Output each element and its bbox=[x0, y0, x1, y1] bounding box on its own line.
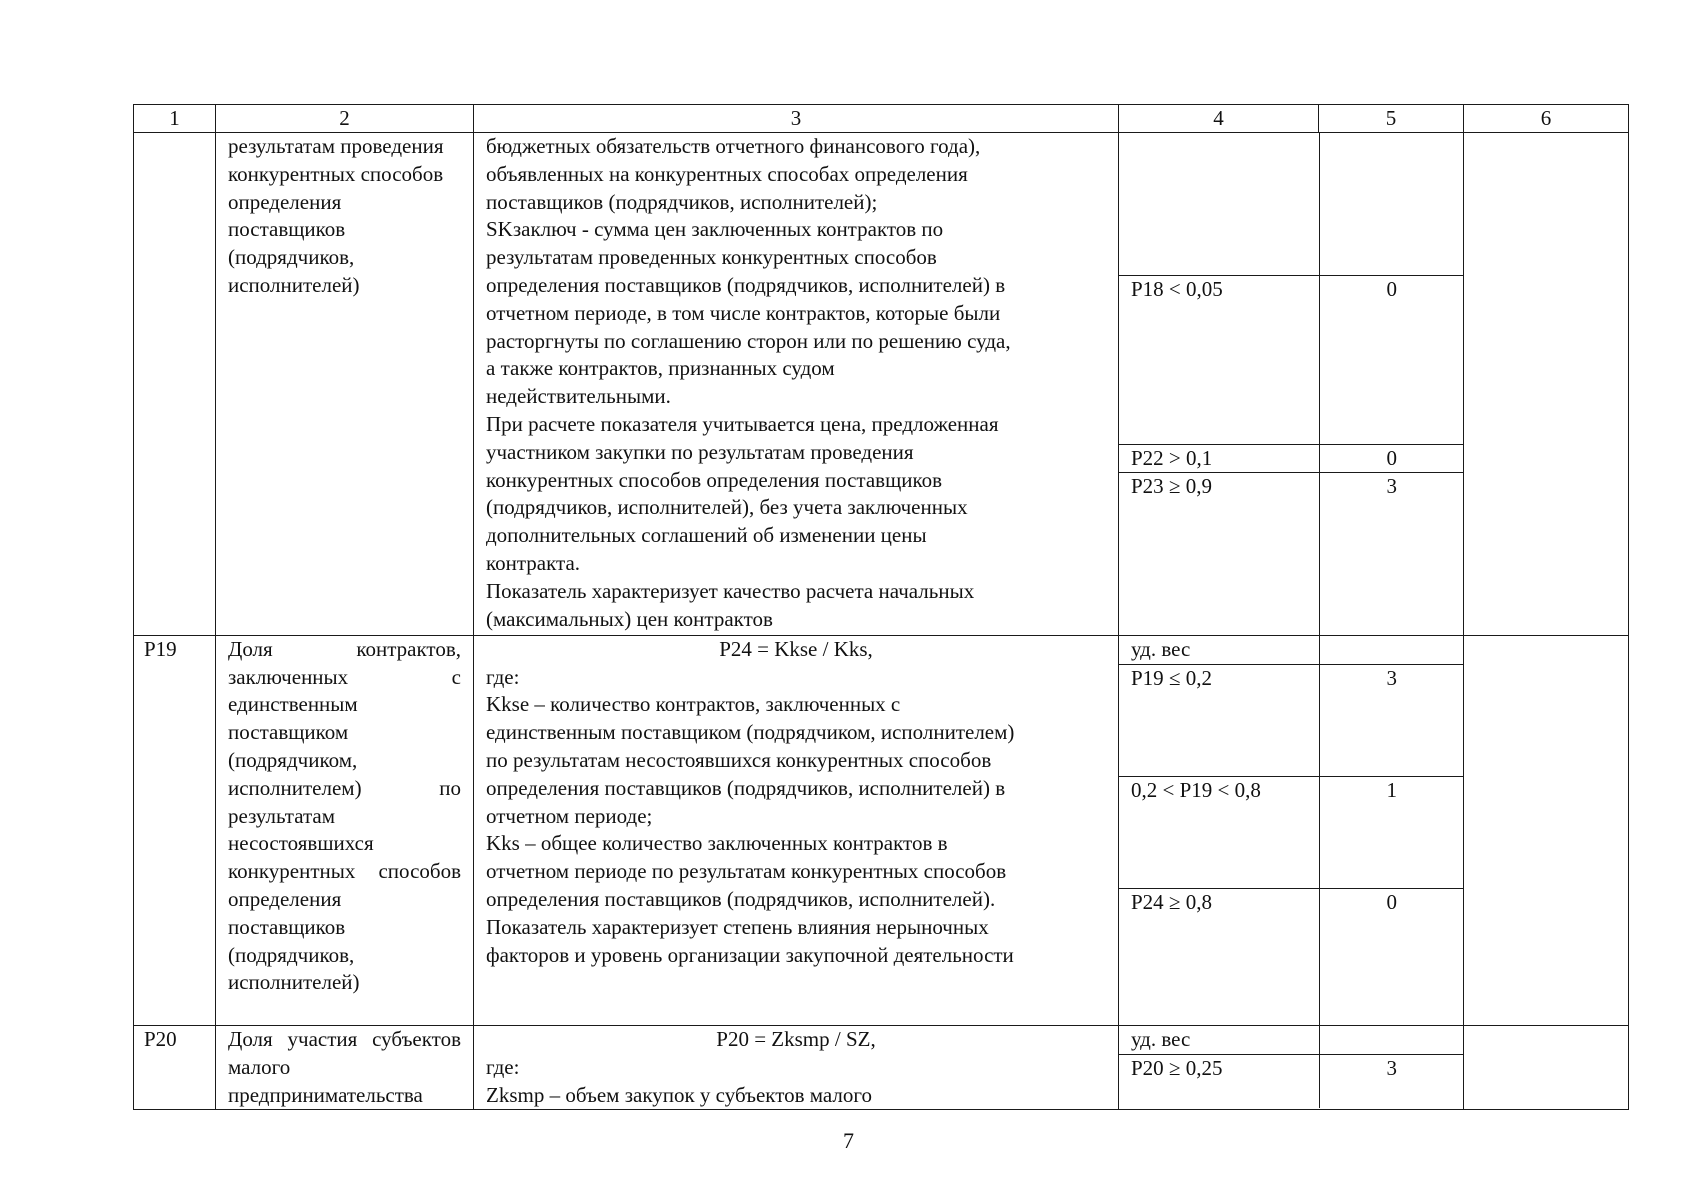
header-cell-1: 1 bbox=[134, 105, 216, 133]
description-line: где: bbox=[486, 1054, 520, 1079]
description-line: недействительными. bbox=[486, 384, 671, 409]
indicator-description bbox=[474, 635, 1119, 1025]
description-line: расторгнуты по соглашению сторон или по решению суда, bbox=[486, 328, 1011, 353]
description-line: где: bbox=[486, 664, 520, 689]
condition: Р20 ≥ 0,25 bbox=[1131, 1055, 1223, 1080]
indicator-name: Доля участия субъектов малого предпринимательства bbox=[216, 1026, 474, 1110]
description-line: Показатель характеризует степень влияния нерыночных bbox=[486, 914, 989, 939]
header-cell-3: 3 bbox=[474, 105, 1119, 133]
formula: Р20 = Zksmp / SZ, bbox=[716, 1027, 876, 1052]
conditions-cell bbox=[1119, 133, 1464, 636]
condition bbox=[1119, 133, 1319, 275]
conditions-cell bbox=[1119, 635, 1464, 1025]
score: 0 bbox=[1319, 888, 1464, 1025]
description-line: Показатель характеризует качество расчета начальных bbox=[486, 578, 975, 603]
indicator-name: результатам проведения конкурентных способов определения поставщиков (подрядчиков, исполнителей) bbox=[216, 133, 474, 636]
row-code: Р19 bbox=[134, 635, 216, 1025]
header-cell-2: 2 bbox=[216, 105, 474, 133]
conditions-cell bbox=[1119, 1026, 1464, 1110]
score: 1 bbox=[1319, 776, 1464, 888]
description-line: Zksmp – объем закупок у субъектов малого bbox=[486, 1082, 872, 1107]
header-cell-6: 6 bbox=[1464, 105, 1629, 133]
description-line: определения поставщиков (подрядчиков, исполнителей) в bbox=[486, 272, 1006, 297]
description-line: единственным поставщиком (подрядчиком, исполнителем) bbox=[486, 720, 1015, 745]
description-line: определения поставщиков (подрядчиков, исполнителей). bbox=[486, 886, 996, 911]
description-line: а также контрактов, признанных судом bbox=[486, 356, 835, 381]
condition: Р18 < 0,05 bbox=[1119, 275, 1319, 444]
condition: Р22 > 0,1 bbox=[1119, 444, 1319, 473]
table-row bbox=[134, 133, 1629, 636]
notes-cell bbox=[1464, 635, 1629, 1025]
condition: Р23 ≥ 0,9 bbox=[1131, 474, 1212, 499]
description-line: бюджетных обязательств отчетного финансового года), bbox=[486, 134, 981, 158]
score: 3 bbox=[1319, 473, 1464, 635]
description-line: Kks – общее количество заключенных контрактов в bbox=[486, 831, 948, 856]
conditions-table bbox=[1119, 636, 1464, 1025]
score bbox=[1319, 1026, 1464, 1054]
description-line: участником закупки по результатам проведения bbox=[486, 439, 914, 464]
indicator-description bbox=[474, 133, 1119, 636]
table-row bbox=[134, 635, 1629, 1025]
formula: Р24 = Kkse / Kks, bbox=[719, 636, 873, 661]
description-line: отчетном периоде по результатам конкурентных способов bbox=[486, 859, 1007, 884]
description-line: SKзаключ - сумма цен заключенных контрактов по bbox=[486, 217, 944, 242]
description-line: конкурентных способов определения поставщиков bbox=[486, 467, 943, 492]
description-line: При расчете показателя учитывается цена, предложенная bbox=[486, 411, 999, 436]
condition: 0,2 < Р19 < 0,8 bbox=[1119, 776, 1319, 888]
description-line: объявленных на конкурентных способах определения bbox=[486, 161, 968, 186]
description-line: определения поставщиков (подрядчиков, исполнителей) в bbox=[486, 775, 1006, 800]
description-line: контракта. bbox=[486, 550, 581, 575]
description-line: факторов и уровень организации закупочной деятельности bbox=[486, 942, 1014, 967]
condition: уд. вес bbox=[1119, 1026, 1319, 1054]
score: 0 bbox=[1319, 275, 1464, 444]
description-line: (подрядчиков, исполнителей), без учета заключенных bbox=[486, 495, 968, 520]
score: 3 bbox=[1319, 664, 1464, 776]
description-line: Kkse – количество контрактов, заключенных с bbox=[486, 692, 901, 717]
score: 0 bbox=[1319, 444, 1464, 473]
conditions-table bbox=[1119, 1026, 1464, 1108]
description-line: дополнительных соглашений об изменении цены bbox=[486, 523, 927, 548]
score bbox=[1319, 636, 1464, 664]
description-line: по результатам несостоявшихся конкурентных способов bbox=[486, 747, 992, 772]
notes-cell bbox=[1464, 133, 1629, 636]
notes-cell bbox=[1464, 1026, 1629, 1110]
score: 3 bbox=[1319, 1054, 1464, 1108]
table-row bbox=[134, 1026, 1629, 1110]
header-cell-4: 4 bbox=[1119, 105, 1319, 133]
header-row bbox=[134, 105, 1629, 133]
conditions-table bbox=[1119, 133, 1464, 635]
indicator-name: Доля контрактов, заключенных с единственным поставщиком (подрядчиком, исполнителем) по результатам несостоявшихся конкурентных способов определения поставщиков (подрядчиков, исполнителей) bbox=[216, 635, 474, 1025]
score bbox=[1319, 133, 1464, 275]
row-code: Р20 bbox=[134, 1026, 216, 1110]
condition: Р24 ≥ 0,8 bbox=[1131, 889, 1212, 914]
row-code bbox=[134, 133, 216, 636]
description-line: отчетном периоде; bbox=[486, 803, 653, 828]
condition: Р19 ≤ 0,2 bbox=[1119, 664, 1319, 776]
document-table bbox=[133, 104, 1629, 1110]
header-cell-5: 5 bbox=[1319, 105, 1464, 133]
description-line: отчетном периоде, в том числе контрактов, которые были bbox=[486, 300, 1001, 325]
description-line: результатам проведенных конкурентных способов bbox=[486, 245, 937, 270]
condition: уд. вес bbox=[1119, 636, 1319, 664]
indicator-description bbox=[474, 1026, 1119, 1110]
page-number: 7 bbox=[843, 1128, 854, 1153]
description-line: поставщиков (подрядчиков, исполнителей); bbox=[486, 189, 878, 214]
description-line: (максимальных) цен контрактов bbox=[486, 606, 773, 631]
